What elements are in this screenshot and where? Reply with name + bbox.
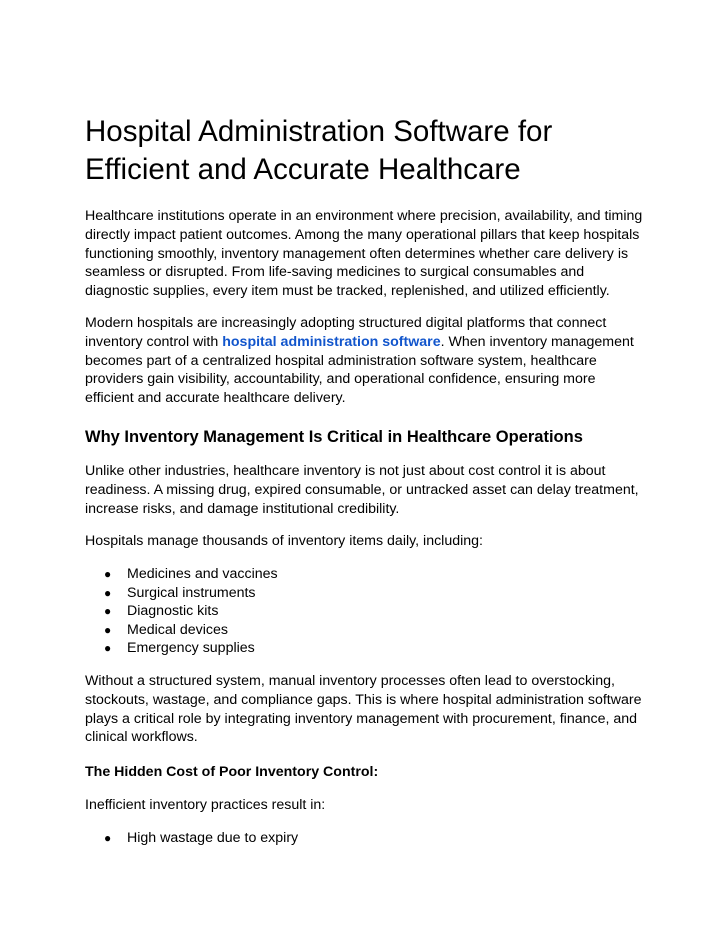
list-item	[85, 565, 645, 584]
list-item-text: Medicines and vaccines	[127, 566, 278, 582]
intro-paragraph: Healthcare institutions operate in an environment where precision, availability, and timing directly impact patient outcomes. Among the many operational pillars that keep hospitals functioning smoothly, inventory management often determines whether care delivery is seamless or disrupted. From life-saving medicines to surgical consumables and diagnostic supplies, every item must be tracked, replenished, and utilized efficiently.	[85, 208, 643, 300]
bullet-icon: ●	[104, 641, 112, 656]
list-item	[85, 602, 645, 621]
bullet-icon: ●	[104, 585, 112, 600]
second-paragraph-text-after: . When inventory management becomes part of a centralized hospital administration software system, healthcare providers gain visibility, accountability, and operational confidence, ensuring more efficient and accurate healthcare delivery.	[85, 333, 634, 407]
list-item-text: High wastage due to expiry	[127, 830, 299, 846]
bullet-icon: ●	[104, 604, 112, 619]
result-items-list	[85, 829, 645, 848]
list-item-text: Medical devices	[127, 621, 228, 638]
second-paragraph	[85, 314, 645, 408]
list-item-text: Emergency supplies	[127, 640, 255, 657]
hospital-administration-software-link[interactable]: hospital administration software	[222, 333, 441, 350]
inventory-items-list	[85, 565, 645, 658]
list-item	[85, 584, 645, 603]
list-item	[85, 621, 645, 640]
list-item	[85, 639, 645, 658]
section-heading: Why Inventory Management Is Critical in Healthcare Operations	[85, 428, 583, 446]
structured-system-paragraph: Without a structured system, manual inventory processes often lead to overstocking, stockouts, wastage, and compliance gaps. This is where hospital administration software plays a critical role by integrating inventory management with procurement, finance, and clinical workflows.	[85, 673, 642, 746]
list-item-text: Surgical instruments	[127, 584, 256, 601]
document-title: Hospital Administration Software for Efficient and Accurate Healthcare	[85, 115, 553, 186]
section-paragraph: Unlike other industries, healthcare inventory is not just about cost control it is about readiness. A missing drug, expired consumable, or untracked asset can delay treatment, increase risks, and damage institutional credibility.	[85, 463, 639, 517]
bullet-icon: ●	[104, 567, 112, 581]
subheading: The Hidden Cost of Poor Inventory Control:	[85, 764, 379, 780]
list-item	[85, 829, 645, 848]
second-paragraph-text-before: Modern hospitals are increasingly adopting structured digital platforms that connect inventory control with	[85, 315, 607, 350]
list-item-text: Diagnostic kits	[127, 603, 219, 620]
bullet-icon: ●	[104, 622, 112, 637]
result-intro: Inefficient inventory practices result in:	[85, 797, 326, 813]
bullet-icon: ●	[104, 831, 112, 845]
list-intro: Hospitals manage thousands of inventory items daily, including:	[85, 533, 483, 549]
